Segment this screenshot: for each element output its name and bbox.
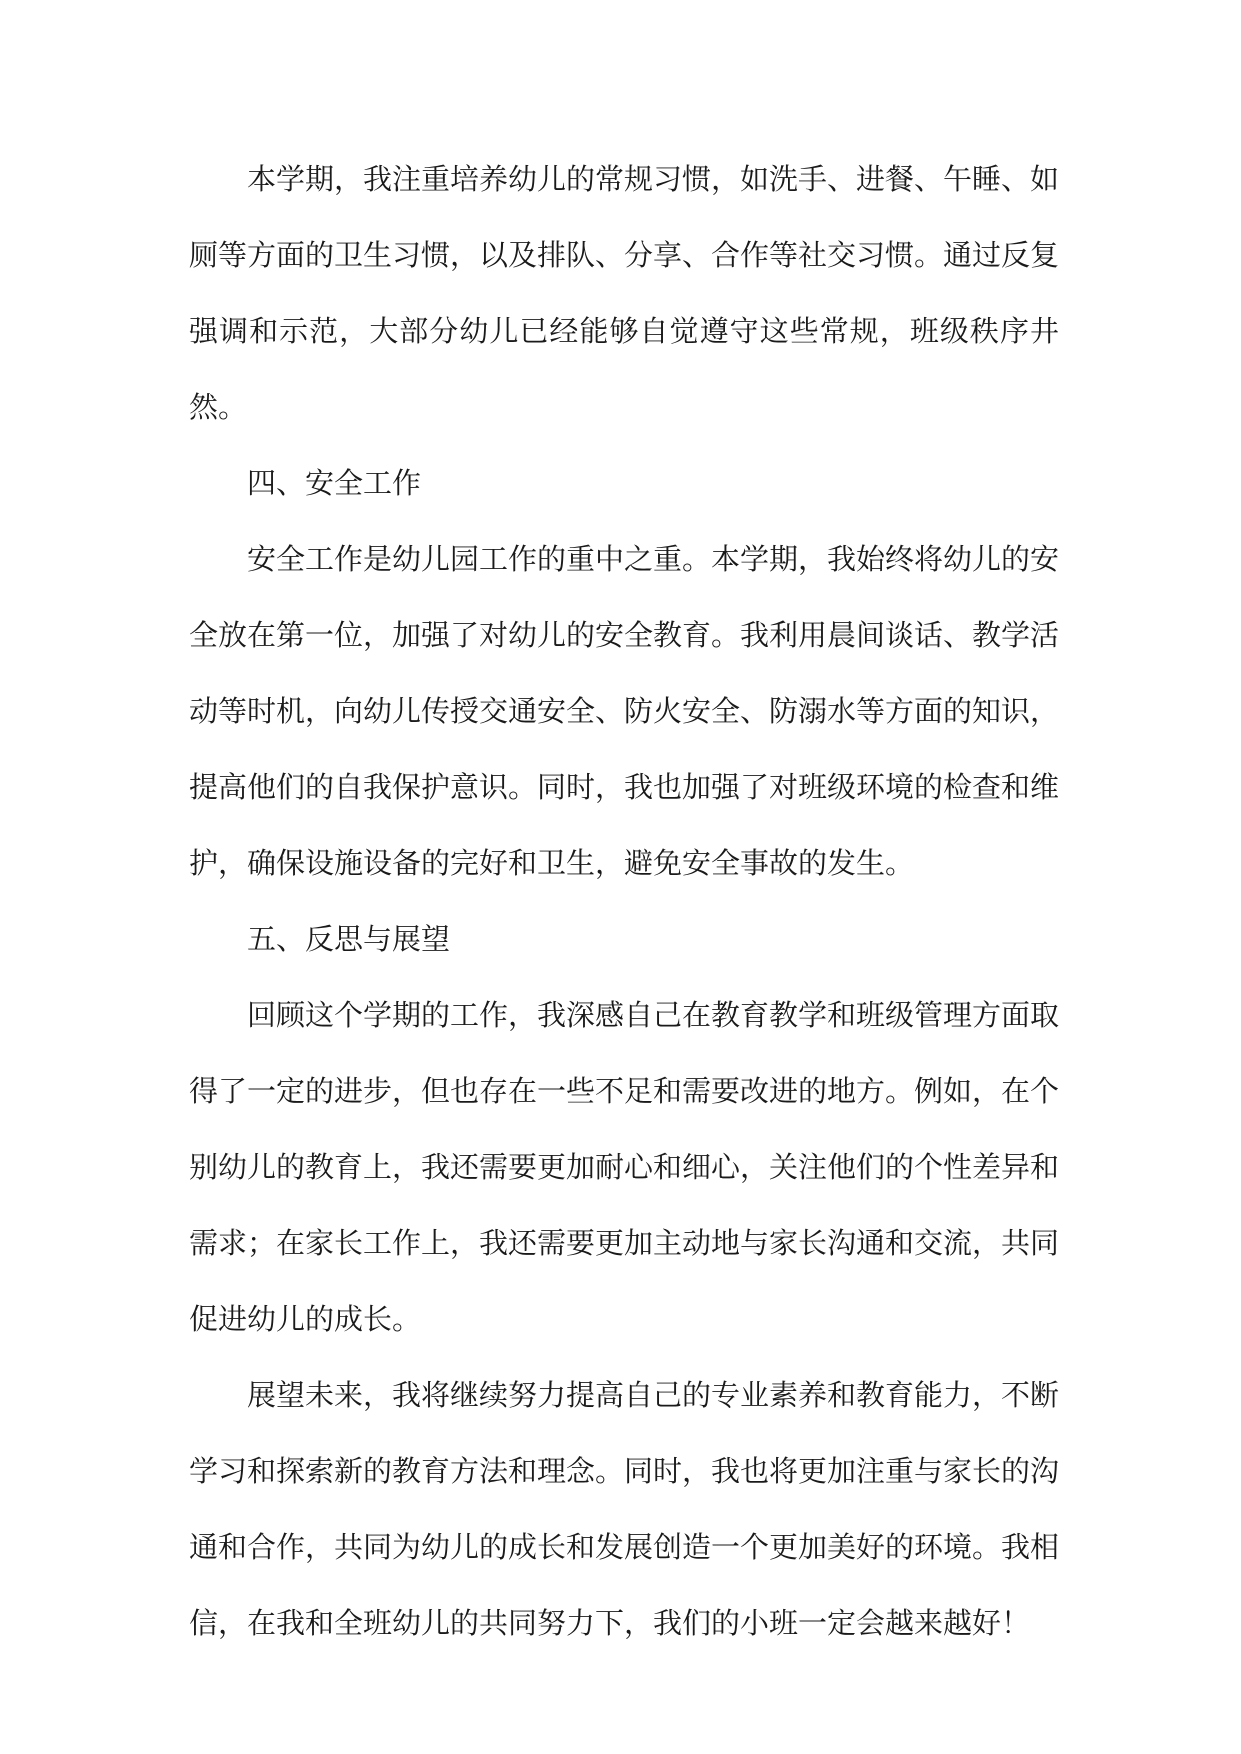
paragraph-outlook: 展望未来，我将继续努力提高自己的专业素养和教育能力，不断学习和探索新的教育方法和理念。同时，我也将更加注重与家长的沟通和合作，共同为幼儿的成长和发展创造一个更加美好的环境。我相信，在我和全班幼儿的共同努力下，我们的小班一定会越来越好！: [189, 1378, 1060, 1640]
paragraph-safety-work: 安全工作是幼儿园工作的重中之重。本学期，我始终将幼儿的安全放在第一位，加强了对幼儿的安全教育。我利用晨间谈话、教学活动等时机，向幼儿传授交通安全、防火安全、防溺水等方面的知识，提高他们的自我保护意识。同时，我也加强了对班级环境的检查和维护，确保设施设备的完好和卫生，避免安全事故的发生。: [189, 542, 1060, 880]
paragraph-routine-habits: 本学期，我注重培养幼儿的常规习惯，如洗手、进餐、午睡、如厕等方面的卫生习惯，以及排队、分享、合作等社交习惯。通过反复强调和示范，大部分幼儿已经能够自觉遵守这些常规，班级秩序井然。: [189, 162, 1060, 424]
document-body: [189, 141, 1059, 1661]
paragraph-review: 回顾这个学期的工作，我深感自己在教育教学和班级管理方面取得了一定的进步，但也存在一些不足和需要改进的地方。例如，在个别幼儿的教育上，我还需要更加耐心和细心，关注他们的个性差异和需求；在家长工作上，我还需要更加主动地与家长沟通和交流，共同促进幼儿的成长。: [189, 998, 1060, 1336]
section-heading-reflection: 五、反思与展望: [247, 922, 451, 956]
section-heading-safety: 四、安全工作: [247, 466, 422, 500]
